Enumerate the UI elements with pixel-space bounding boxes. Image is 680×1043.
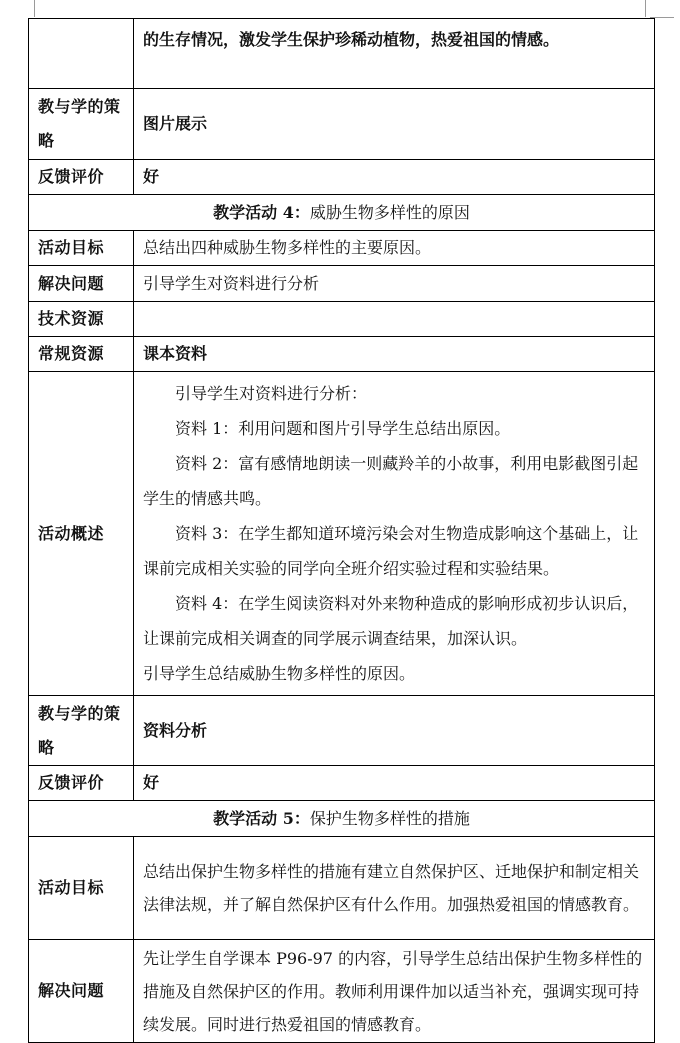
goal-label-4: 活动目标 — [29, 231, 134, 266]
empty-label-cell — [29, 19, 134, 89]
feedback-value-1: 好 — [134, 160, 655, 195]
table-row — [29, 940, 655, 1043]
top-text-cell — [134, 19, 655, 89]
activity-4-title: 威胁生物多样性的原因 — [309, 202, 470, 222]
activity-5-header — [29, 801, 655, 837]
tech-label-4: 技术资源 — [29, 302, 134, 337]
overview-line: 资料 3：在学生都知道环境污染会对生物造成影响这个基础上，让课前完成相关实验的同学向全班介绍实验过程和实验结果。 — [143, 524, 639, 578]
table-row — [29, 372, 655, 696]
activity-4-header — [29, 195, 655, 231]
table-row — [29, 19, 655, 89]
regular-label-4: 常规资源 — [29, 337, 134, 372]
table-row — [29, 837, 655, 940]
strategy-value-2: 资料分析 — [134, 696, 655, 766]
activity-5-prefix: 教学活动 5： — [213, 808, 310, 828]
problem-value-5: 先让学生自学课本 P96-97 的内容，引导学生总结出保护生物多样性的措施及自然保护区的作用。教师利用课件加以适当补充，强调实现可持续发展。同时进行热爱祖国的情感教育。 — [134, 940, 655, 1043]
crop-mark-right — [645, 0, 646, 17]
table-row — [29, 302, 655, 337]
regular-value-4: 课本资料 — [134, 337, 655, 372]
overview-line: 资料 4：在学生阅读资料对外来物种造成的影响形成初步认识后，让课前完成相关调查的同学展示调查结果，加深认识。 — [143, 594, 639, 648]
feedback-label-2: 反馈评价 — [29, 766, 134, 801]
tech-value-4 — [134, 302, 655, 337]
problem-label-5: 解决问题 — [29, 940, 134, 1043]
activity-5-title: 保护生物多样性的措施 — [309, 808, 470, 828]
crop-mark-left — [34, 0, 35, 17]
overview-line: 资料 1：利用问题和图片引导学生总结出原因。 — [175, 419, 511, 438]
table-row — [29, 231, 655, 266]
overview-line: 引导学生总结威胁生物多样性的原因。 — [143, 664, 416, 683]
lesson-plan-table — [28, 18, 655, 1043]
table-row — [29, 766, 655, 801]
goal-value-4: 总结出四种威胁生物多样性的主要原因。 — [134, 231, 655, 266]
goal-value-5: 总结出保护生物多样性的措施有建立自然保护区、迁地保护和制定相关法律法规，并了解自然保护区有什么作用。加强热爱祖国的情感教育。 — [134, 837, 655, 940]
feedback-label-1: 反馈评价 — [29, 160, 134, 195]
table-row — [29, 696, 655, 766]
strategy-value-1: 图片展示 — [134, 89, 655, 160]
table-row — [29, 801, 655, 837]
problem-value-4: 引导学生对资料进行分析 — [134, 266, 655, 302]
feedback-value-2: 好 — [134, 766, 655, 801]
table-row — [29, 160, 655, 195]
overview-line: 引导学生对资料进行分析： — [175, 384, 368, 403]
table-row — [29, 266, 655, 302]
strategy-label-1: 教与学的策略 — [29, 89, 134, 160]
goal-label-5: 活动目标 — [29, 837, 134, 940]
overview-line: 资料 2：富有感情地朗读一则藏羚羊的小故事，利用电影截图引起学生的情感共鸣。 — [143, 454, 639, 508]
problem-label-4: 解决问题 — [29, 266, 134, 302]
table-row — [29, 195, 655, 231]
table-row — [29, 89, 655, 160]
table-row — [29, 337, 655, 372]
strategy-label-2: 教与学的策略 — [29, 696, 134, 766]
overview-label-4: 活动概述 — [29, 372, 134, 696]
activity-4-prefix: 教学活动 4： — [213, 202, 310, 222]
top-text: 的生存情况，激发学生保护珍稀动植物，热爱祖国的情感。 — [143, 30, 560, 49]
overview-value-4 — [134, 372, 655, 696]
